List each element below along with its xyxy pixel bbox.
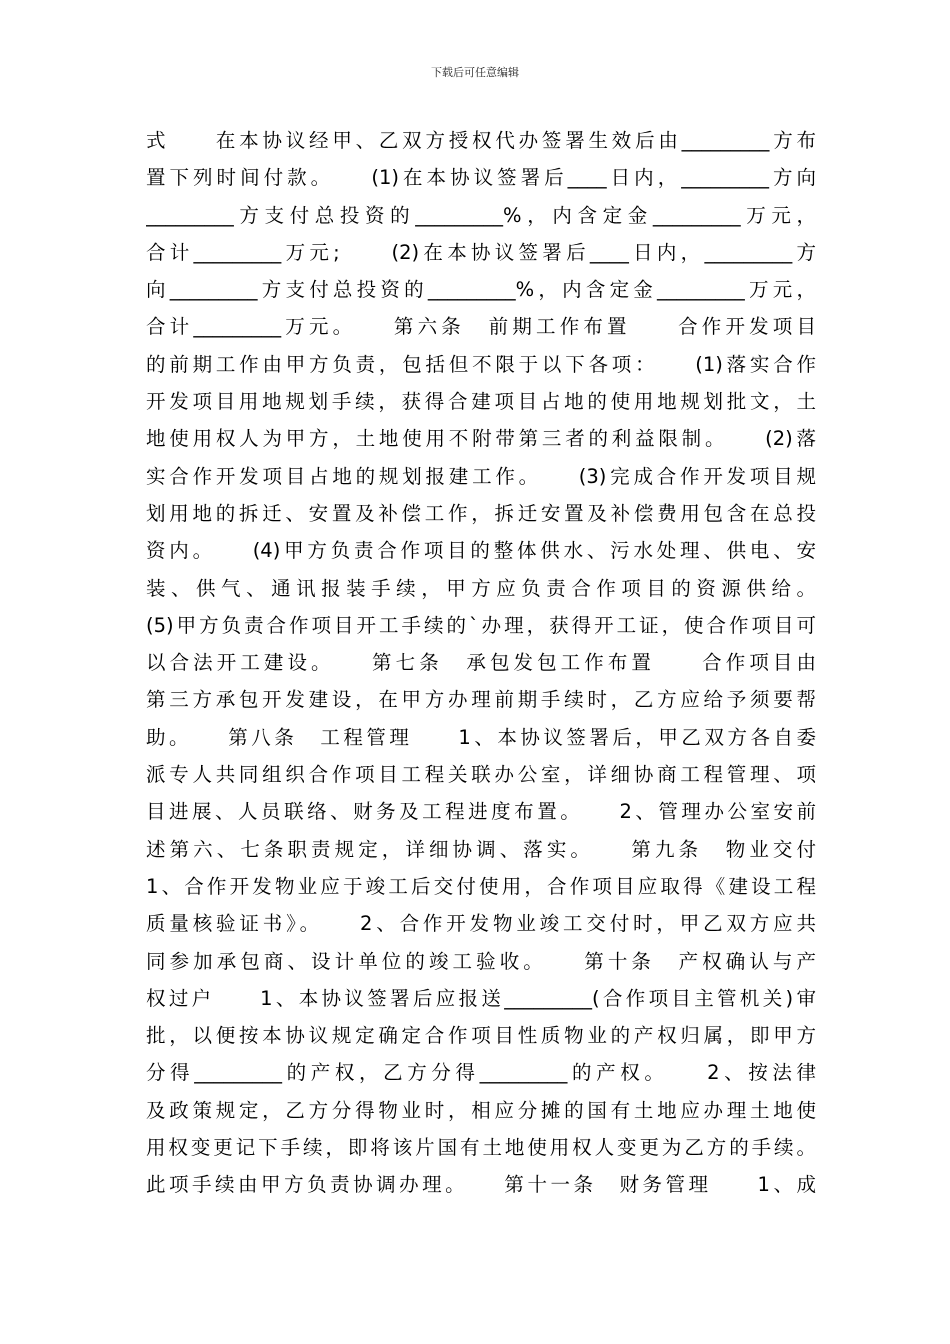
text-line: 批，以便按本协议规定确定合作项目性质物业的产权归属，即甲方 bbox=[146, 1024, 816, 1048]
text-line: 式 在本协议经甲、乙双方授权代办签署生效后由_________方布 bbox=[146, 129, 816, 152]
text-line: 的前期工作由甲方负责，包括但不限于以下各项： (1)落实合作 bbox=[146, 352, 816, 376]
text-line: 以合法开工建设。 第七条 承包发包工作布置 合作项目由 bbox=[146, 651, 816, 675]
page-header: 下载后可任意编辑 bbox=[431, 66, 519, 79]
text-line: 合计_________万元。 第六条 前期工作布置 合作开发项目 bbox=[146, 315, 816, 339]
text-line: 目进展、人员联络、财务及工程进度布置。 2、管理办公室安前 bbox=[146, 800, 816, 824]
text-line: 及政策规定，乙方分得物业时，相应分摊的国有土地应办理土地使 bbox=[146, 1098, 816, 1122]
text-line: 开发项目用地规划手续，获得合建项目占地的使用地规划批文，土 bbox=[146, 390, 816, 414]
text-line: 资内。 (4)甲方负责合作项目的整体供水、污水处理、供电、安 bbox=[146, 539, 816, 563]
text-line: 权过户 1、本协议签署后应报送_________(合作项目主管机关)审 bbox=[146, 986, 816, 1010]
text-line: 装、供气、通讯报装手续，甲方应负责合作项目的资源供给。 bbox=[146, 576, 816, 600]
text-line: 质量核验证书》。 2、合作开发物业竣工交付时，甲乙双方应共 bbox=[146, 912, 816, 936]
text-line: 实合作开发项目占地的规划报建工作。 (3)完成合作开发项目规 bbox=[146, 464, 816, 488]
text-line: _________方支付总投资的_________%，内含定金_________万元， bbox=[146, 203, 816, 227]
text-line: 置下列时间付款。 (1)在本协议签署后____日内，_________方向 bbox=[146, 166, 816, 190]
text-line: 助。 第八条 工程管理 1、本协议签署后，甲乙双方各自委 bbox=[146, 725, 816, 749]
text-line: 合计_________万元; (2)在本协议签署后____日内，_________方 bbox=[146, 240, 816, 264]
text-line: 1、合作开发物业应于竣工后交付使用，合作项目应取得《建设工程 bbox=[146, 874, 816, 898]
text-line: 分得_________的产权，乙方分得_________的产权。 2、按法律 bbox=[146, 1061, 816, 1085]
text-line: 派专人共同组织合作项目工程关联办公室，详细协商工程管理、项 bbox=[146, 763, 816, 787]
text-line: 划用地的拆迁、安置及补偿工作，拆迁安置及补偿费用包含在总投 bbox=[146, 501, 816, 525]
text-line: (5)甲方负责合作项目开工手续的`办理，获得开工证，使合作项目可 bbox=[146, 613, 816, 637]
text-line: 用权变更记下手续，即将该片国有土地使用权人变更为乙方的手续。 bbox=[146, 1136, 816, 1160]
document-body bbox=[146, 122, 816, 1204]
text-line: 述第六、七条职责规定，详细协调、落实。 第九条 物业交付 bbox=[146, 837, 816, 861]
text-line: 地使用权人为甲方，土地使用不附带第三者的利益限制。 (2)落 bbox=[146, 427, 816, 451]
text-line: 同参加承包商、设计单位的竣工验收。 第十条 产权确认与产 bbox=[146, 949, 816, 973]
text-line: 第三方承包开发建设，在甲方办理前期手续时，乙方应给予须要帮 bbox=[146, 688, 816, 712]
text-line: 向_________方支付总投资的_________%，内含定金_________万元， bbox=[146, 278, 816, 302]
text-line: 此项手续由甲方负责协调办理。 第十一条 财务管理 1、成 bbox=[146, 1173, 816, 1197]
